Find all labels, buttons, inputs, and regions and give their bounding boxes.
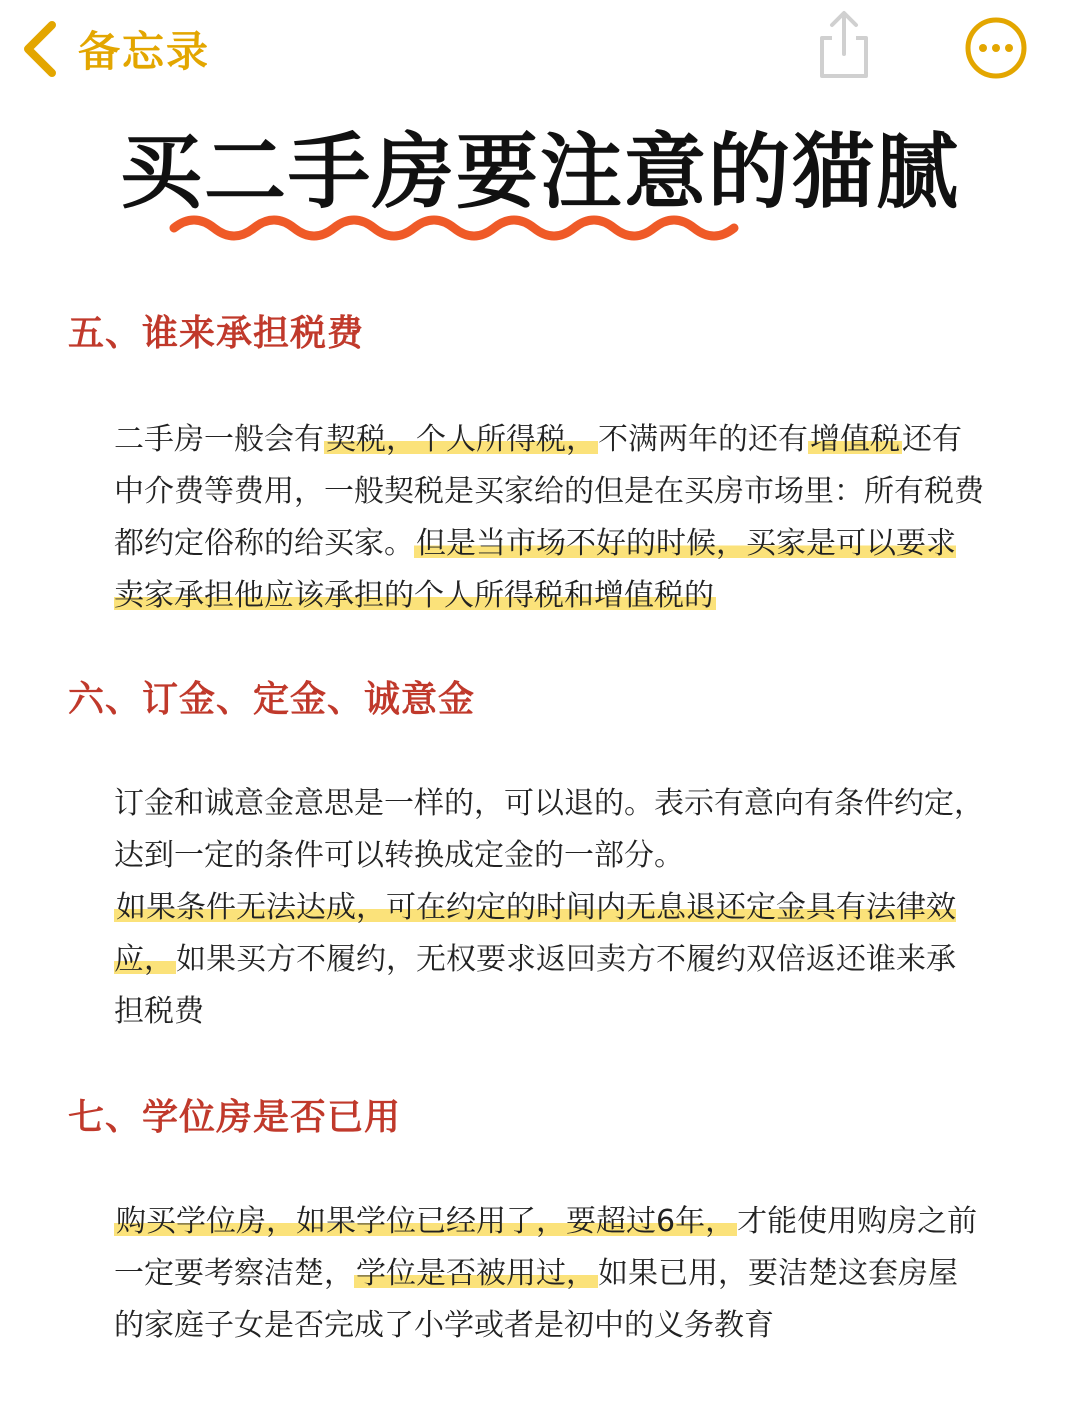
- share-button[interactable]: [812, 8, 876, 82]
- page-title: 买二手房要注意的猫腻: [119, 125, 960, 220]
- body-text: 才能使用购房之前一定要考察洁楚，: [114, 1204, 978, 1291]
- section-body: [114, 778, 984, 1038]
- section-heading: 六、订金、定金、诚意金: [68, 679, 476, 720]
- highlighted-text: 如果条件无法达成，可在约定的时间内无息退还定金具有法律效应，: [114, 890, 956, 977]
- squiggle-underline-icon: [168, 208, 748, 246]
- section-heading: 五、谁来承担税费: [68, 313, 365, 354]
- body-text: 如果买方不履约，无权要求返回卖方不履约双倍返还谁来承担税费: [114, 942, 956, 1029]
- body-text: 如果已用，要洁楚这套房屋的家庭子女是否完成了小学或者是初中的义务教育: [114, 1256, 958, 1343]
- body-text: 订金和诚意金意思是一样的，可以退的。表示有意向有条件约定，达到一定的条件可以转换成定金的一部分。: [114, 786, 984, 873]
- section-heading: 七、学位房是否已用: [68, 1097, 402, 1138]
- back-button[interactable]: [20, 14, 210, 84]
- body-text: 二手房一般会有: [114, 422, 324, 457]
- section-body: [114, 414, 984, 622]
- share-icon: [812, 67, 876, 86]
- highlighted-text: 学位是否被用过，: [356, 1256, 596, 1291]
- highlighted-text: 契税，个人所得税，: [326, 422, 596, 457]
- body-text: 还有中介费等费用，一般契税是买家给的但是在买房市场里：所有税费都约定俗称的给买家。: [114, 422, 984, 561]
- more-icon: [964, 65, 1028, 84]
- title-area: [0, 118, 1080, 248]
- body-text: 不满两年的还有: [598, 422, 808, 457]
- highlighted-text: 增值税: [810, 422, 900, 457]
- highlighted-text: 购买学位房，如果学位已经用了，要超过6年，: [116, 1204, 736, 1239]
- back-label: 备忘录: [78, 27, 211, 76]
- highlighted-text: 但是当市场不好的时候，买家是可以要求卖家承担他应该承担的个人所得税和增值税的: [114, 526, 956, 613]
- section-body: [114, 1196, 984, 1352]
- navigation-bar: [0, 0, 1080, 100]
- more-button[interactable]: [964, 16, 1028, 80]
- chevron-left-icon: [20, 21, 60, 77]
